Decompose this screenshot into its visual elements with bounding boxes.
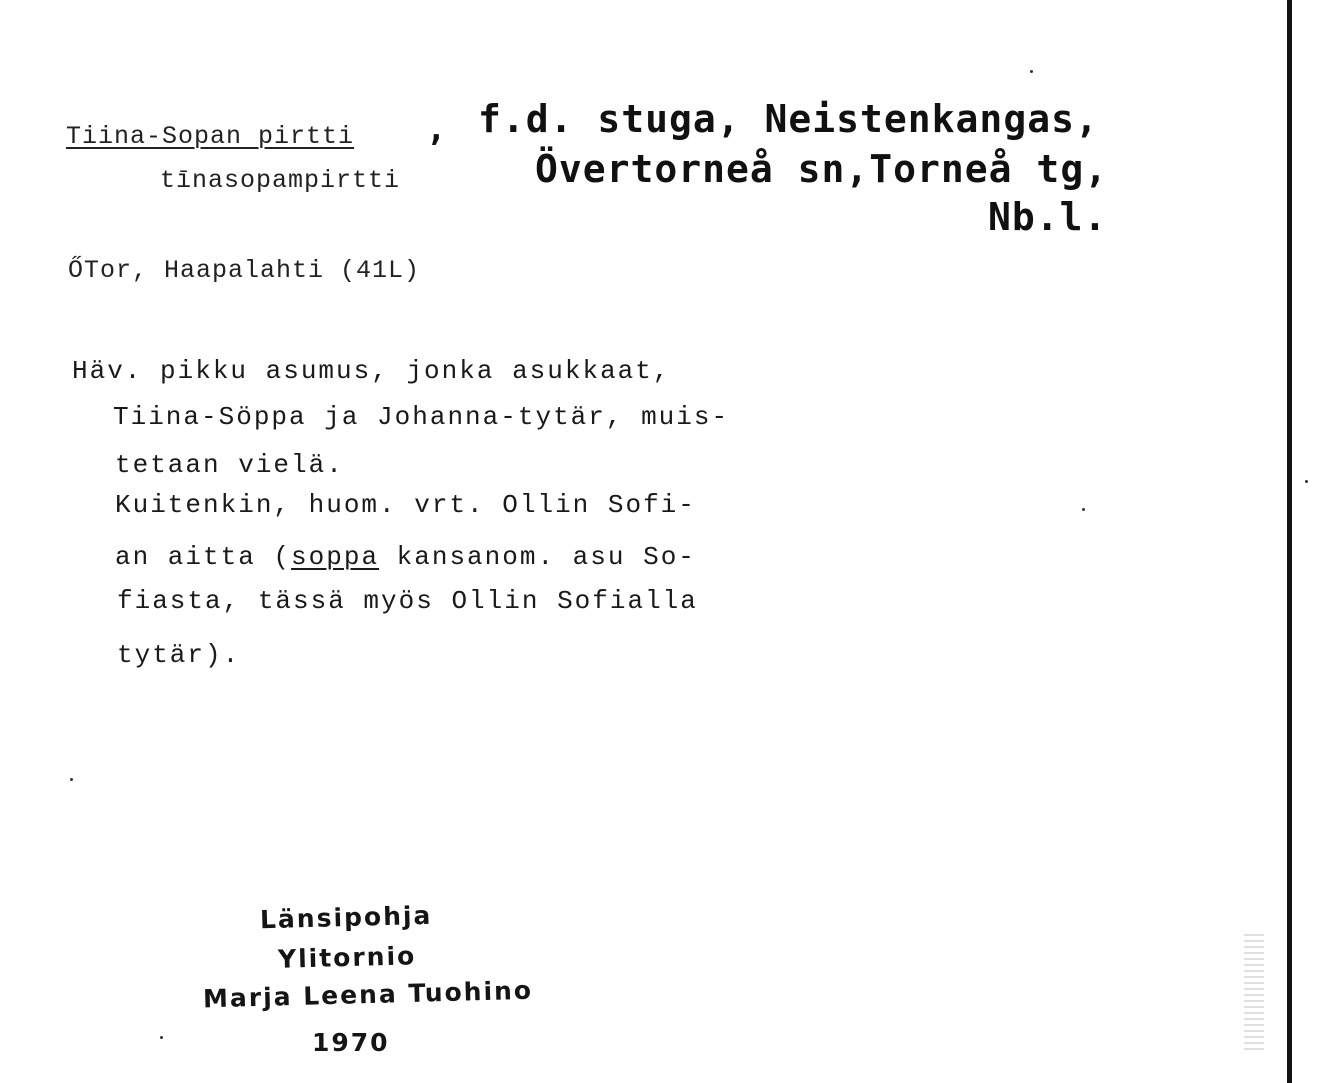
body-line-4: Kuitenkin, huom. vrt. Ollin Sofi-: [115, 490, 696, 520]
stamp-region: Länsipohja: [259, 900, 433, 935]
swedish-description-line-2: Övertorneå sn,Torneå tg,: [535, 147, 1109, 191]
headword-separator: ,: [426, 109, 448, 149]
stamp-collector: Marja Leena Tuohino: [202, 975, 534, 1014]
body-line-1: Häv. pikku asumus, jonka asukkaat,: [72, 356, 671, 386]
speck: [1030, 70, 1033, 73]
phonetic-transcription: tīnasopampirtti: [160, 166, 401, 195]
locality-line: ŐTor, Haapalahti (41L): [68, 256, 421, 285]
speck: [1305, 480, 1308, 483]
body-line-5-end: kansanom. asu So-: [379, 542, 696, 572]
speck: [160, 1036, 163, 1039]
body-line-5-start: an aitta (: [115, 542, 292, 572]
body-line-2: Tiina-Söppa ja Johanna-tytär, muis-: [113, 402, 730, 432]
body-line-5: [115, 544, 696, 570]
card-edge-line: [1287, 0, 1292, 1083]
body-line-7: tytär).: [117, 640, 241, 670]
swedish-description-line-3: Nb.l.: [988, 195, 1108, 239]
scan-noise: [1244, 930, 1264, 1050]
speck: [1082, 508, 1085, 511]
stamp-parish: Ylitornio: [277, 941, 417, 974]
stamp-year: 1970: [312, 1028, 390, 1057]
body-line-3: tetaan vielä.: [115, 450, 344, 480]
speck: [70, 778, 73, 781]
body-line-6: fiasta, tässä myös Ollin Sofialla: [117, 586, 698, 616]
swedish-description-line-1: f.d. stuga, Neistenkangas,: [478, 97, 1099, 141]
headword: Tiina-Sopan pirtti: [66, 122, 355, 151]
underlined-word: soppa: [291, 542, 380, 572]
